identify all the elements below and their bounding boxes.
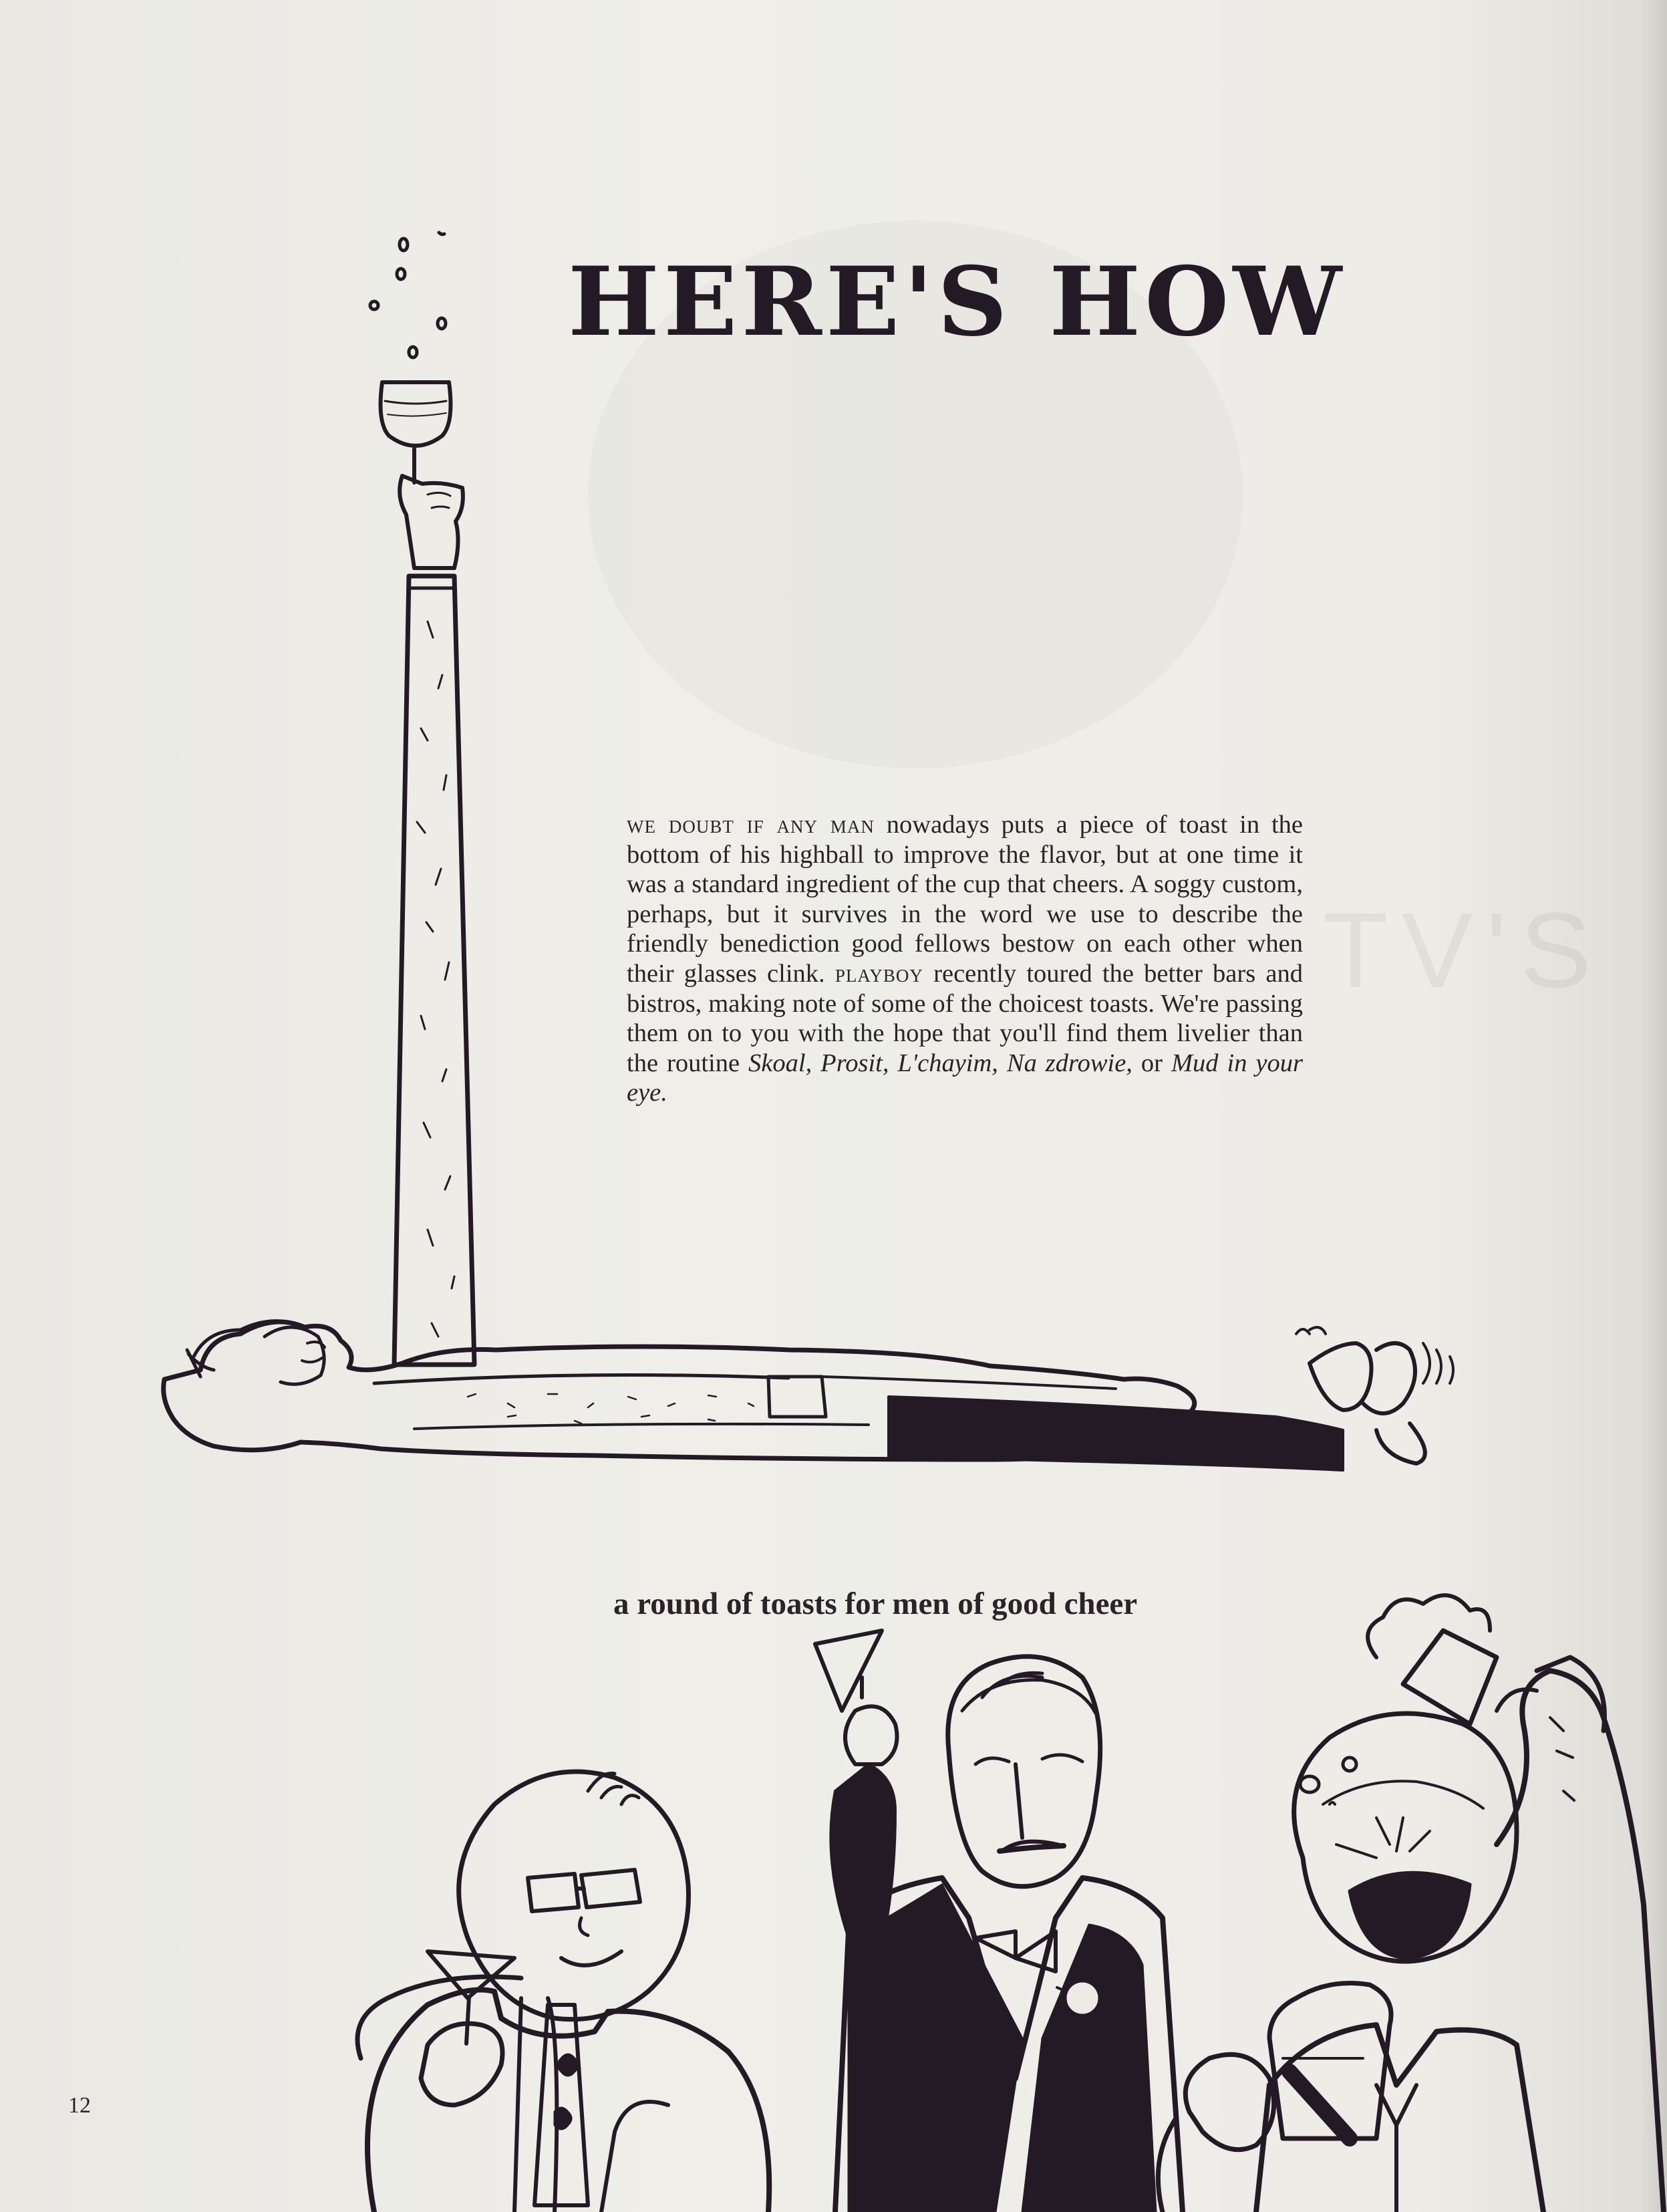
bald-man-figure bbox=[357, 1772, 769, 2212]
intro-final-toast: Mud in your eye. bbox=[627, 1049, 1304, 1107]
article-title: HERE'S HOW bbox=[568, 247, 1346, 358]
intro-toast-list: Skoal, Prosit, L'chayim, Na zdrowie, bbox=[748, 1049, 1132, 1077]
intro-paragraph bbox=[627, 810, 1303, 1108]
mustache-man-figure bbox=[815, 1631, 1183, 2212]
intro-or: or bbox=[1132, 1049, 1171, 1077]
intro-text-part2: recently toured the better bars and bistros, making note of some of the choicest toasts. We're passing them on to you with the hope that you'll find them livelier than the routine bbox=[627, 959, 1303, 1077]
intro-lead-smallcaps: we doubt if any man bbox=[627, 811, 875, 839]
article-subtitle: a round of toasts for men of good cheer bbox=[613, 1586, 1138, 1621]
show-through-text: TV'S bbox=[1323, 890, 1605, 1010]
intro-magazine-name: playboy bbox=[835, 959, 923, 988]
intro-text-part1: nowadays puts a piece of toast in the bottom of his highball to improve the flavor, but at one time it was a standard ingredient of the cup that cheers. A soggy custom, perhaps, but it survives in the word we use to describe the friendly benediction good fellows bestow on each other when their glasses clink. bbox=[627, 811, 1303, 988]
laughing-man-figure bbox=[1158, 1595, 1664, 2212]
page-number: 12 bbox=[68, 2093, 91, 2118]
